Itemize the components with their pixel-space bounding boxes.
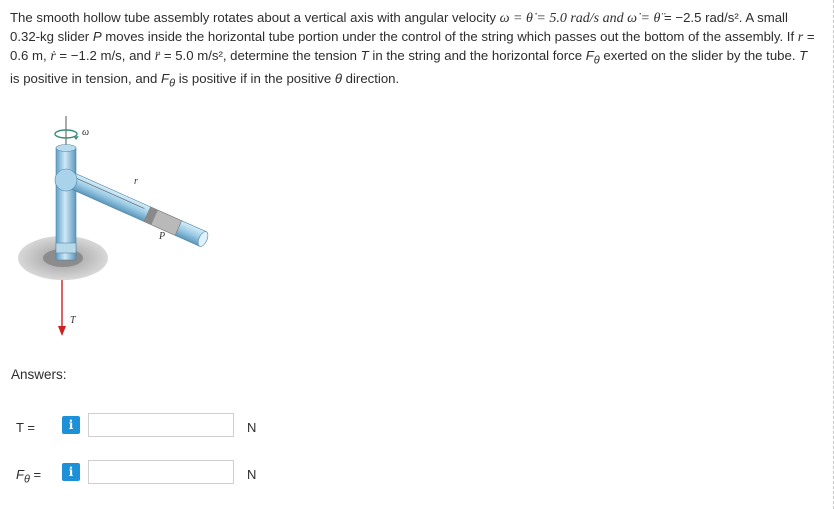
tension-unit: N <box>247 420 257 435</box>
problem-text: is positive in tension, and <box>10 70 162 86</box>
math-omegadot-value: = −2.5 rad/s². A small 0.32-kg slider <box>10 10 788 44</box>
force-subscript: θ <box>593 54 600 67</box>
force-answer-symbol: F <box>16 467 24 482</box>
elbow-joint <box>55 169 77 191</box>
force-input[interactable] <box>88 460 234 484</box>
math-rdot-value: = −1.2 m/s, and <box>55 48 155 63</box>
math-omega-value: = 5.0 rad/s and <box>532 11 628 26</box>
problem-text: exerted on the slider by the tube. <box>599 48 800 63</box>
tension-input[interactable] <box>88 413 234 437</box>
answer-row-tension <box>0 413 300 443</box>
math-rddot: r̈ <box>154 49 161 64</box>
problem-text: The smooth hollow tube assembly rotates about a vertical axis with angular velocity <box>10 10 500 25</box>
tension-arrow-icon <box>58 326 66 336</box>
tube-assembly-figure <box>0 108 260 338</box>
problem-statement <box>10 9 818 92</box>
theta-symbol: θ <box>334 70 342 86</box>
math-thetadot: θ̇ <box>526 11 533 26</box>
force-subscript: θ <box>169 77 176 90</box>
tension-symbol: T <box>360 48 369 63</box>
force-unit: N <box>247 467 257 482</box>
p-label: P <box>159 231 166 242</box>
info-icon[interactable]: i <box>62 463 80 481</box>
problem-text: moves inside the horizontal tube portion under the control of the string which passes out the bottom of the assembly. If <box>101 29 798 44</box>
math-eq: = <box>637 11 654 26</box>
math-omega: ω <box>499 11 510 26</box>
info-icon[interactable]: i <box>62 416 80 434</box>
vertical-tube-top <box>56 145 76 152</box>
r-label: r <box>134 176 138 187</box>
math-r: r <box>797 30 804 45</box>
math-r-value: = 0.6 m, <box>10 29 815 63</box>
problem-text: in the string and the horizontal force <box>368 48 586 63</box>
math-eq: = <box>509 11 526 26</box>
math-thetaddot: θ̈ <box>653 11 661 26</box>
answers-heading: Answers: <box>11 367 67 382</box>
force-answer-equals: = <box>29 467 42 482</box>
force-answer-label <box>16 467 41 486</box>
math-omegadot: ω̇ <box>627 11 638 26</box>
t-label: T <box>70 315 76 326</box>
problem-text: is positive if in the positive <box>175 70 335 86</box>
tension-answer-label: T = <box>16 420 35 435</box>
force-symbol: F <box>161 70 170 86</box>
omega-label: ω <box>82 127 90 138</box>
slider-symbol: P <box>92 29 102 44</box>
vertical-tube-collar <box>56 243 76 253</box>
force-answer-subscript: θ <box>23 473 30 486</box>
math-rddot-value: = 5.0 m/s², determine the tension <box>160 48 361 63</box>
math-rdot: ṙ <box>50 49 56 64</box>
problem-text: direction. <box>342 70 400 86</box>
answer-row-force <box>0 460 300 490</box>
tension-symbol: T <box>799 48 808 63</box>
force-symbol: F <box>585 48 594 63</box>
